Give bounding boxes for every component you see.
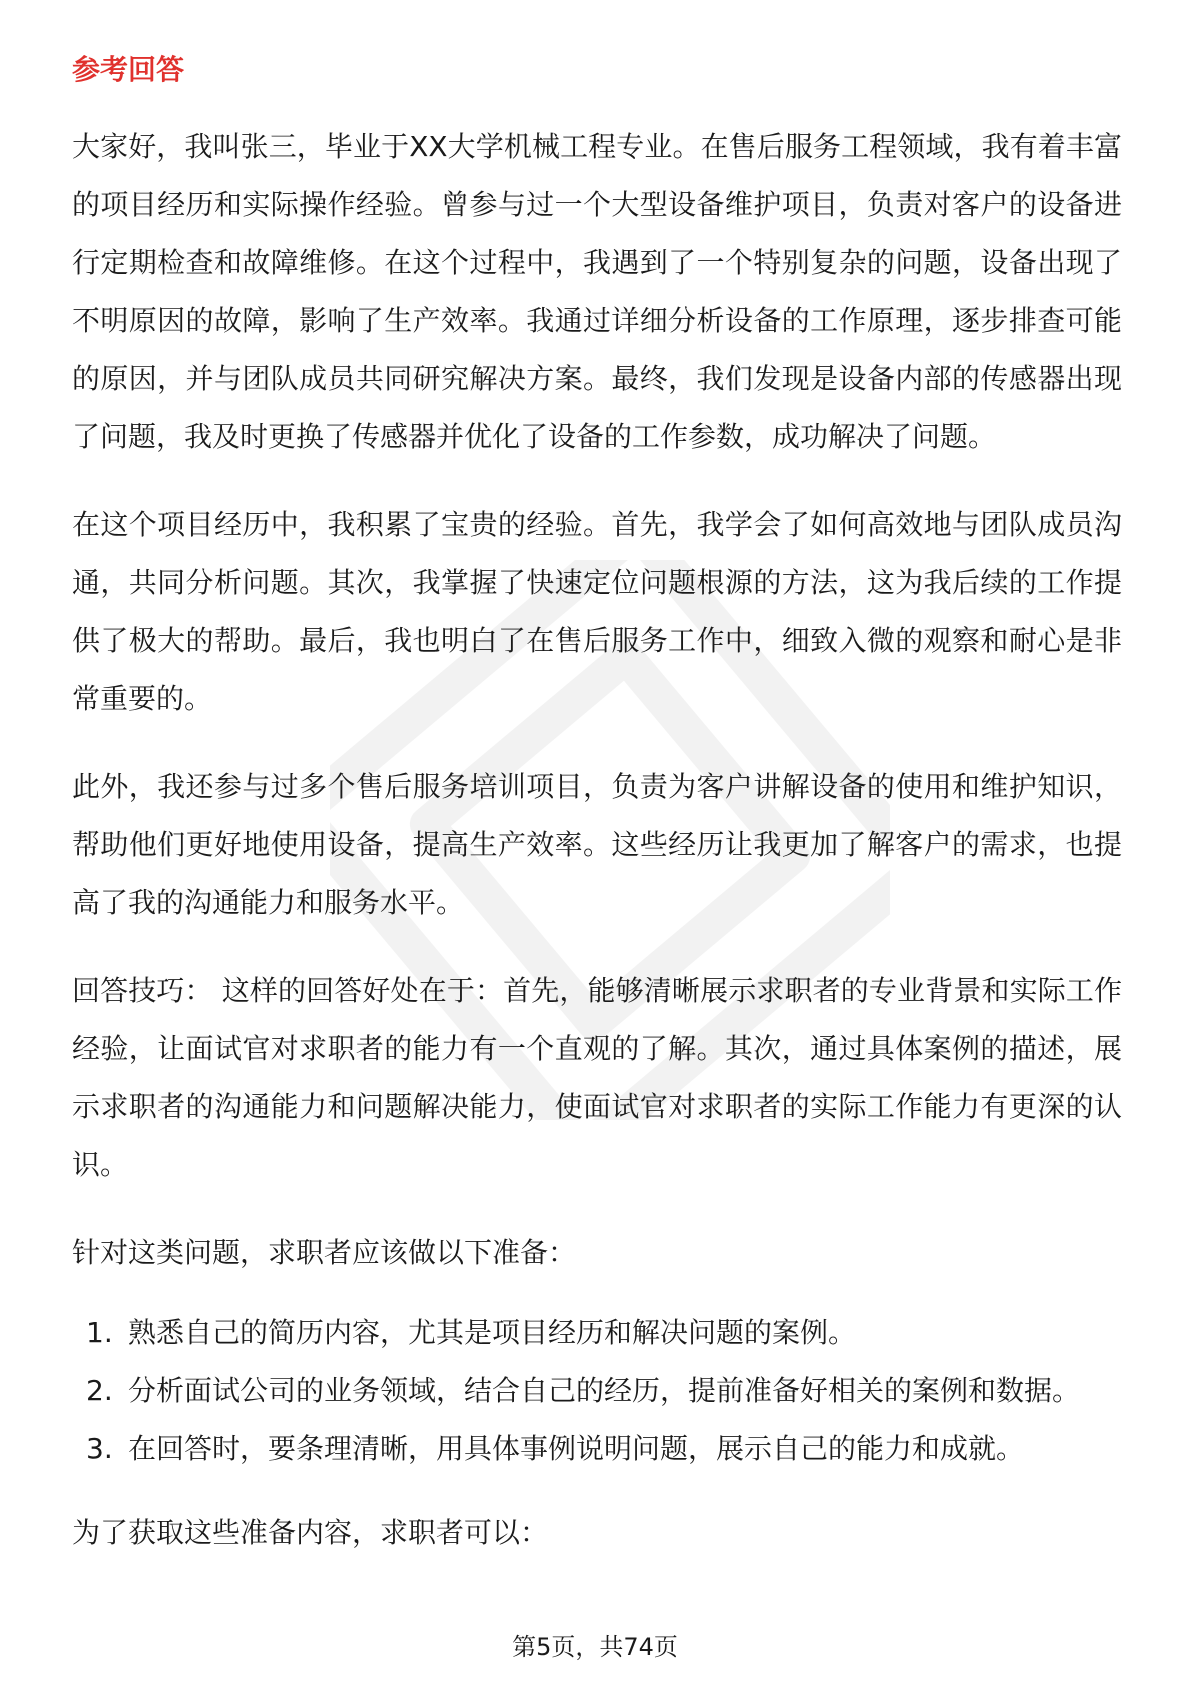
list-item — [72, 1362, 1122, 1420]
prep-list — [72, 1304, 1122, 1478]
paragraph-closing: 为了获取这些准备内容，求职者可以： — [72, 1516, 549, 1549]
list-number: 2. — [86, 1374, 113, 1407]
paragraph-training: 此外，我还参与过多个售后服务培训项目，负责为客户讲解设备的使用和维护知识，帮助他们更好地使用设备，提高生产效率。这些经历让我更加了解客户的需求，也提高了我的沟通能力和服务水平。 — [72, 770, 1122, 919]
list-number: 3. — [86, 1432, 113, 1465]
paragraph-prep-intro: 针对这类问题，求职者应该做以下准备： — [72, 1236, 577, 1269]
list-item — [72, 1420, 1122, 1478]
section-title: 参考回答 — [72, 53, 185, 86]
list-item — [72, 1304, 1122, 1362]
paragraph-experience: 在这个项目经历中，我积累了宝贵的经验。首先，我学会了如何高效地与团队成员沟通，共同分析问题。其次，我掌握了快速定位问题根源的方法，这为我后续的工作提供了极大的帮助。最后，我也明白了在售后服务工作中，细致入微的观察和耐心是非常重要的。 — [72, 508, 1122, 715]
list-text: 熟悉自己的简历内容，尤其是项目经历和解决问题的案例。 — [128, 1316, 857, 1349]
paragraph-intro: 大家好，我叫张三，毕业于XX大学机械工程专业。在售后服务工程领域，我有着丰富的项目经历和实际操作经验。曾参与过一个大型设备维护项目，负责对客户的设备进行定期检查和故障维修。在这个过程中，我遇到了一个特别复杂的问题，设备出现了不明原因的故障，影响了生产效率。我通过详细分析设备的工作原理，逐步排查可能的原因，并与团队成员共同研究解决方案。最终，我们发现是设备内部的传感器出现了问题，我及时更换了传感器并优化了设备的工作参数，成功解决了问题。 — [72, 130, 1122, 453]
document-body — [72, 118, 1122, 1592]
list-text: 分析面试公司的业务领域，结合自己的经历，提前准备好相关的案例和数据。 — [128, 1374, 1081, 1407]
list-text: 在回答时，要条理清晰，用具体事例说明问题，展示自己的能力和成就。 — [128, 1432, 1025, 1465]
paragraph-tips: 回答技巧： 这样的回答好处在于：首先，能够清晰展示求职者的专业背景和实际工作经验，让面试官对求职者的能力有一个直观的了解。其次，通过具体案例的描述，展示求职者的沟通能力和问题解决能力，使面试官对求职者的实际工作能力有更深的认识。 — [72, 974, 1122, 1181]
list-number: 1. — [86, 1316, 113, 1349]
page-number: 第5页，共74页 — [512, 1633, 678, 1661]
